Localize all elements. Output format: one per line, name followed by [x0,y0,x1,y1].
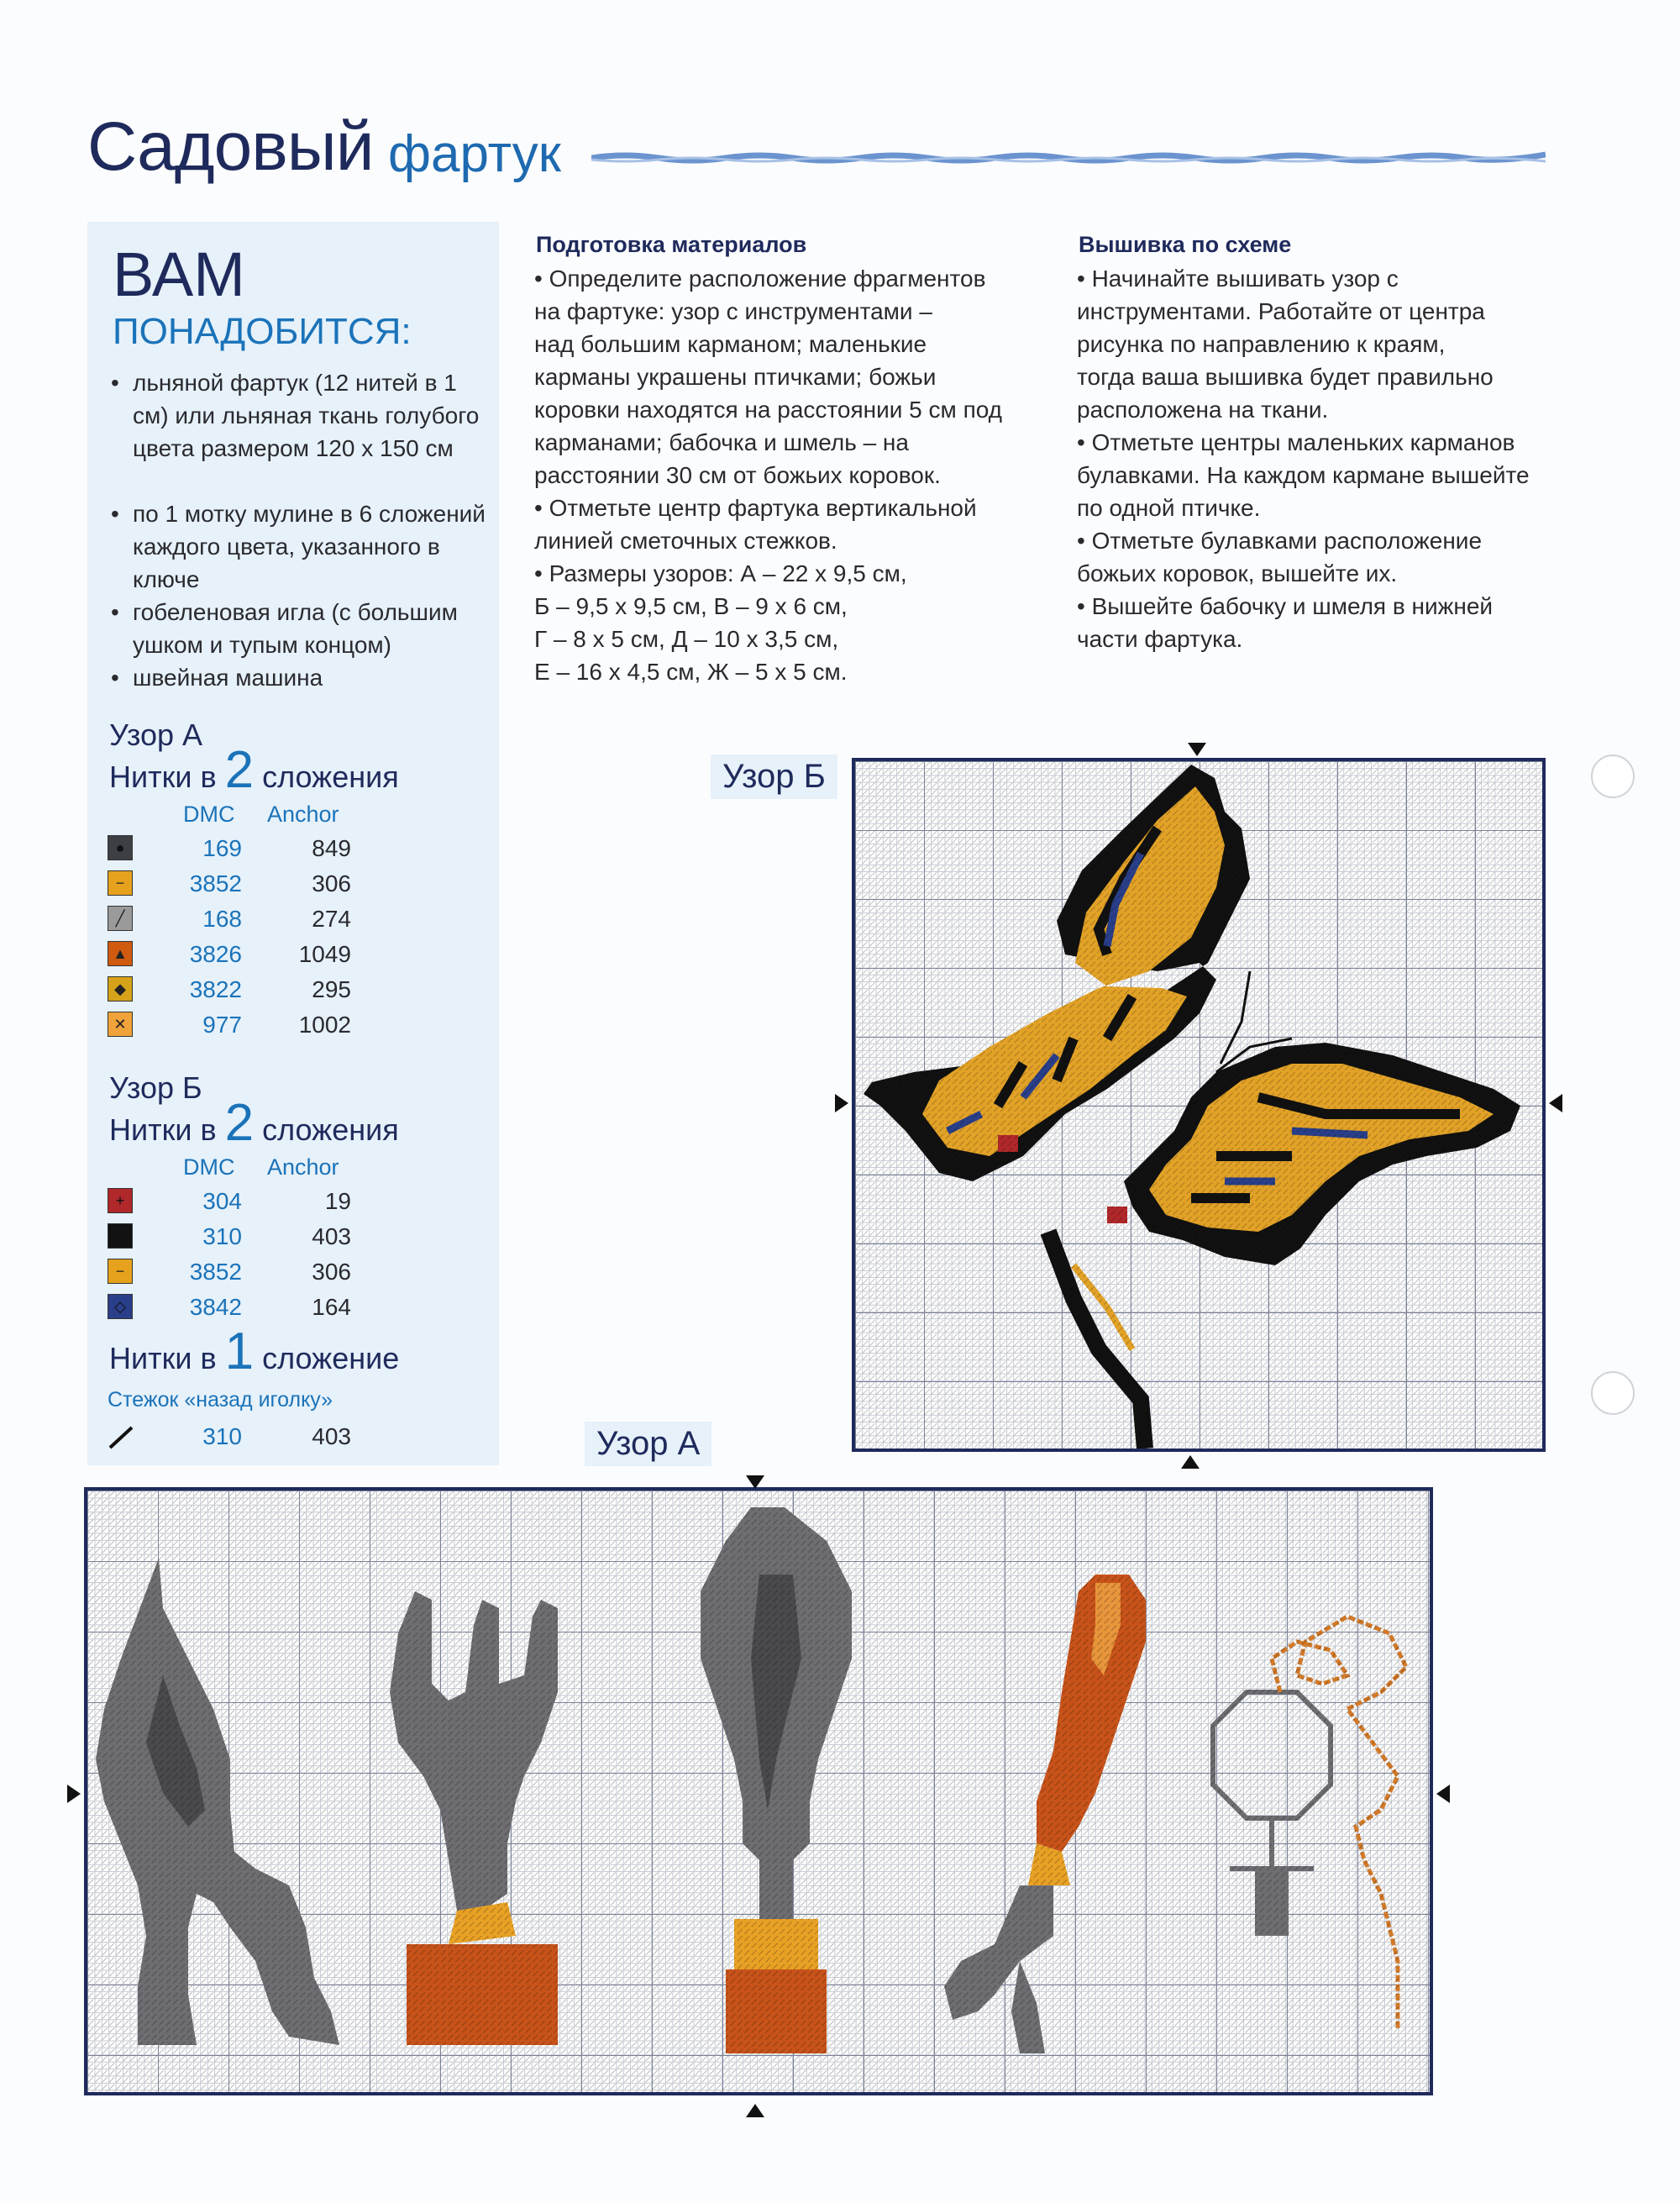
sidebar-heading: ВАМ [113,239,245,309]
key-row [108,939,494,970]
key-row [108,975,494,1005]
backstitch-line-icon [108,1425,134,1450]
color-swatch: ✕ [108,1012,133,1037]
binder-hole [1591,754,1635,798]
key-row [108,869,494,899]
garden-tools-motif [87,1491,1430,2092]
list-item: • швейная машина [111,665,323,691]
key-a-strands: Нитки в 2 сложения [109,741,399,799]
anchor-number: 1002 [298,1012,351,1038]
butterfly-pattern-chart [852,758,1546,1452]
center-marker-arrow [1181,1455,1200,1469]
dmc-number: 977 [202,1012,242,1038]
embroidery-heading: Вышивка по схеме [1079,232,1292,257]
list-item: • гобеленовая игла (с большим ушком и тупым концом) [111,599,458,658]
butterfly-motif [855,761,1542,1449]
color-swatch: ◆ [108,976,133,1002]
dmc-number: 3842 [189,1294,242,1320]
key-row [108,1222,494,1252]
list-item: • льняной фартук (12 нитей в 1 см) или льняная ткань голубого цвета размером 120 х 150 см [111,370,480,461]
center-marker-arrow [1436,1785,1450,1803]
preparation-text: • Определите расположение фрагментов на фартуке: узор с инструментами – над большим карманом; маленькие карманы украшены птичками; божьи коровки находятся на расстоянии 5 см под карманами; бабочка и шмель – на расстоянии 30 см от божьих коровок. • Отметьте центр фартука вертикальной линией сметочных стежков. • Размеры узоров: А – 22 х 9,5 см, Б – 9,5 х 9,5 см, В – 9 х 6 см, Г – 8 х 5 см, Д – 10 х 3,5 см, Е – 16 х 4,5 см, Ж – 5 х 5 см. [534,266,1003,685]
anchor-number: 164 [312,1294,351,1320]
anchor-number: 274 [312,906,351,932]
anchor-number: 295 [312,976,351,1002]
center-marker-arrow [67,1785,81,1803]
color-swatch: ╱ [108,906,133,931]
dmc-column-header: DMC [183,802,235,827]
anchor-number: 19 [324,1188,351,1214]
center-marker-arrow [1549,1094,1562,1112]
list-item: • по 1 мотку мулине в 6 сложений каждого цвета, указанного в ключе [111,501,486,592]
key-row [108,1010,494,1040]
dmc-number: 304 [202,1188,242,1214]
materials-sidebar [87,222,499,1465]
page-subtitle: фартук [388,125,561,183]
center-marker-arrow [746,2104,764,2117]
color-swatch: ▲ [108,941,133,966]
anchor-number: 306 [312,1259,351,1285]
dmc-number: 169 [202,835,242,861]
key-row [108,1257,494,1287]
dmc-number: 3822 [189,976,242,1002]
center-marker-arrow [1188,743,1206,756]
color-swatch: ◇ [108,1294,133,1319]
key-row: 310 403 [108,1422,494,1452]
color-swatch: + [108,1188,133,1213]
key-row [108,904,494,934]
sidebar-subheading: ПОНАДОБИТСЯ: [113,311,412,352]
center-marker-arrow [746,1475,764,1489]
key-row [108,1186,494,1217]
dmc-column-header: DMC [183,1154,235,1180]
page-title: Садовый [87,108,374,185]
chart-a-label: Узор А [585,1422,711,1466]
color-swatch: − [108,870,133,896]
backstitch-label: Стежок «назад иголку» [108,1388,333,1412]
thread-decoration [591,151,1546,165]
dmc-number: 3852 [189,870,242,896]
anchor-column-header: Anchor [267,802,339,827]
key-c-strands: Нитки в 1 сложение [109,1322,400,1380]
center-marker-arrow [835,1094,848,1112]
dmc-number: 168 [202,906,242,932]
anchor-column-header: Anchor [267,1154,339,1180]
dmc-number: 310 [202,1223,242,1249]
key-a-title: Узор А [109,718,203,752]
chart-b-label: Узор Б [711,754,837,799]
dmc-number: 3852 [189,1259,242,1285]
color-swatch [108,1223,133,1249]
anchor-number: 403 [312,1223,351,1249]
anchor-number: 306 [312,870,351,896]
color-swatch: − [108,1259,133,1284]
dmc-number: 3826 [189,941,242,967]
preparation-heading: Подготовка материалов [536,232,807,257]
color-swatch: ● [108,835,133,860]
key-row [108,833,494,864]
key-b-strands: Нитки в 2 сложения [109,1094,399,1152]
anchor-number: 1049 [298,941,351,967]
binder-hole [1591,1371,1635,1415]
anchor-number: 849 [312,835,351,861]
key-b-title: Узор Б [109,1070,202,1105]
embroidery-text: • Начинайте вышивать узор с инструментами. Работайте от центра рисунка по направлению к краям, тогда ваша вышивка будет правильно расположена на ткани. • Отметьте центры маленьких карманов булавками. На каждом кармане вышейте по одной птичке. • Отметьте булавками расположение божьих коровок, вышейте их. • Вышейте бабочку и шмеля в нижней части фартука. [1077,266,1530,652]
garden-tools-pattern-chart [84,1487,1433,2095]
key-row [108,1292,494,1322]
